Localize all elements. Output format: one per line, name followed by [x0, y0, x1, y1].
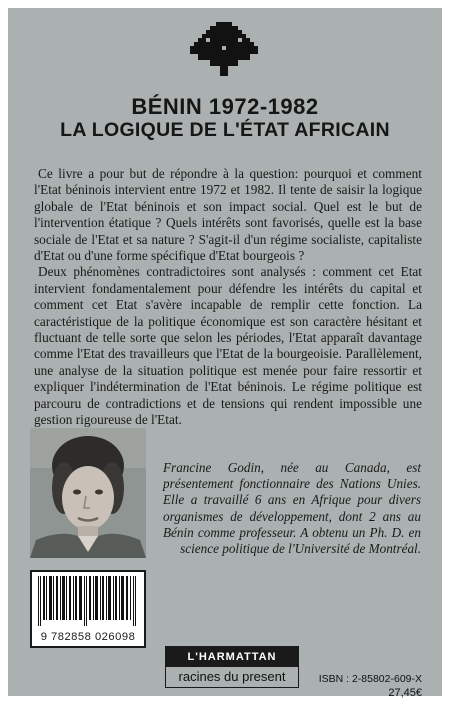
publisher-block — [165, 646, 299, 688]
book-summary — [34, 166, 422, 429]
author-portrait-image — [30, 428, 146, 558]
collection-name: racines du present — [178, 669, 286, 684]
barcode-image — [36, 576, 140, 626]
back-cover — [8, 8, 442, 699]
summary-paragraph-1: Ce livre a pour but de répondre à la question: pourquoi et comment l'Etat béninois intervient entre 1972 et 1982. Il tente de saisir la logique globale de l'Etat béninois et son impact social. Quel est le but de l'intervention étatique ? Quels intérêts sont favorisés, quelle est la base sociale de l'Etat et sa nature ? S'agit-il d'un régime socialiste, capitaliste d'Etat ou d'une forme spécifique d'Etat bourgeois ? — [34, 166, 422, 264]
isbn-number: ISBN : 2-85802-609-X — [318, 673, 422, 685]
author-bio: Francine Godin, née au Canada, est présentement fonctionnaire des Nations Unies. Elle a travaillé 6 ans en Afrique pour divers organismes de développement, dont 2 ans au Bénin comme professeur. A obtenu un Ph. D. en science politique de l'Université de Montréal. — [163, 460, 421, 557]
book-title-line1: BÉNIN 1972-1982 — [131, 94, 319, 119]
isbn-barcode — [30, 570, 146, 648]
summary-paragraph-2: Deux phénomènes contradictoires sont analysés : comment cet Etat intervient fondamentalement pour défendre les intérêts du capital et comment cet Etat s'avère incapable de remplir cette fonction. La caractéristique de la politique économique est son caractère hésitant et fluctuant de telle sorte que selon les périodes, l'Etat apparaît davantage comme l'Etat des travailleurs que l'Etat de la bourgeoisie. Parallèlement, une analyse de la situation politique est menée pour faire ressortir et expliquer l'indétermination de l'Etat béninois. Le régime politique est parcouru de contradictions et de tensions qui rendent impossible une gestion rigoureuse de l'Etat. — [34, 264, 422, 428]
book-title-line2: LA LOGIQUE DE L'ÉTAT AFRICAIN — [60, 119, 390, 141]
harmattan-tree-logo-icon — [188, 22, 260, 76]
price-label: 27,45€ — [388, 687, 422, 699]
publisher-name: L'HARMATTAN — [166, 647, 298, 667]
barcode-digits: 9 782858 026098 — [40, 631, 136, 643]
author-photo — [30, 428, 146, 558]
